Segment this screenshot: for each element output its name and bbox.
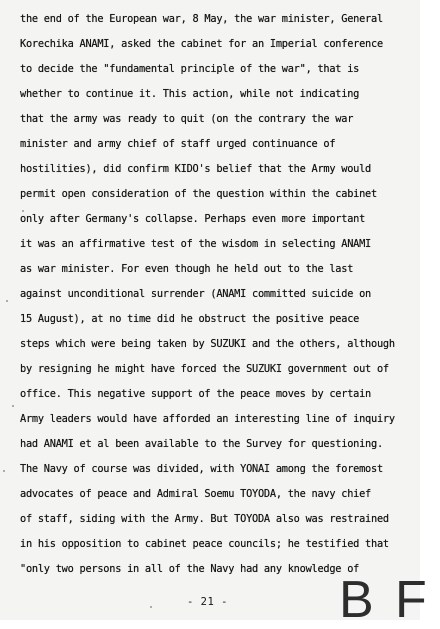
text-line: by resigning he might have forced the SUZUKI government out of [20,363,389,375]
text-line: only after Germany's collapse. Perhaps even more important [20,213,366,225]
text-line: The Navy of course was divided, with YONAI among the foremost [20,463,383,475]
scan-speck [3,470,5,472]
text-line: to decide the "fundamental principle of the war", that is [20,63,360,75]
scan-speck [12,405,14,407]
text-line: as war minister. For even though he held out to the last [20,263,354,275]
text-line: it was an affirmative test of the wisdom in selecting ANAMI [20,238,372,250]
text-line: against unconditional surrender (ANAMI committed suicide on [20,288,372,300]
text-line: permit open consideration of the question within the cabinet [20,188,377,200]
text-line: of staff, siding with the Army. But TOYODA also was restrained [20,513,389,525]
text-line: Korechika ANAMI, asked the cabinet for an Imperial conference [20,38,383,50]
text-line: minister and army chief of staff urged continuance of [20,138,336,150]
text-line: advocates of peace and Admiral Soemu TOYODA, the navy chief [20,488,372,500]
text-line: had ANAMI et al been available to the Survey for questioning. [20,438,383,450]
scan-speck [150,606,152,608]
stamp-letter-f: F [395,571,427,629]
text-line: that the army was ready to quit (on the contrary the war [20,113,354,125]
text-line: in his opposition to cabinet peace councils; he testified that [20,538,389,550]
scan-speck [22,210,24,212]
text-line: hostilities), did confirm KIDO's belief that the Army would [20,163,372,175]
page-number: - 21 - [187,596,228,608]
text-line: office. This negative support of the peace moves by certain [20,388,372,400]
stamp-letter-b: B [339,571,374,629]
text-line: "only two persons in all of the Navy had any knowledge of [20,563,360,575]
scan-speck [6,300,8,302]
text-line: Army leaders would have afforded an interesting line of inquiry [20,413,395,425]
text-line: 15 August), at no time did he obstruct the positive peace [20,313,360,325]
text-line: whether to continue it. This action, while not indicating [20,88,360,100]
text-line: steps which were being taken by SUZUKI and the others, although [20,338,395,350]
text-line: the end of the European war, 8 May, the war minister, General [20,13,383,25]
